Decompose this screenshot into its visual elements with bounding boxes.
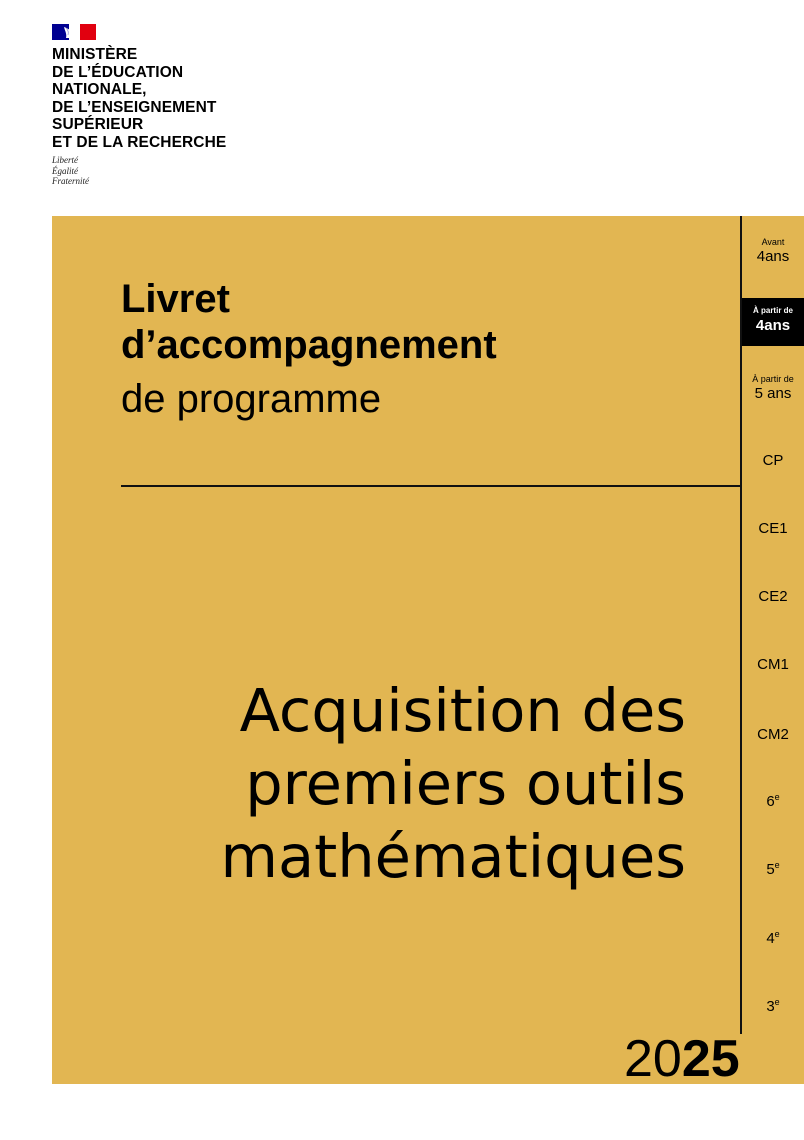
cover-panel — [52, 216, 804, 1088]
ministry-line: NATIONALE, — [52, 81, 147, 98]
level-5ans — [742, 373, 804, 403]
level-label — [742, 998, 804, 1016]
motto-line: Fraternité — [52, 176, 89, 186]
level-suffix: e — [774, 860, 780, 870]
level-suffix: e — [774, 929, 780, 939]
document-title — [86, 674, 686, 893]
title-line: Acquisition des — [239, 676, 686, 745]
level-scale — [742, 216, 804, 1034]
level-suffix: e — [774, 997, 780, 1007]
level-label — [742, 861, 804, 879]
motto-line: Liberté — [52, 155, 78, 165]
level-prefix: Avant — [761, 237, 785, 247]
booklet-kicker — [121, 276, 681, 368]
level-label: CM1 — [757, 656, 789, 673]
level-label: CM2 — [757, 726, 789, 743]
ministry-line: DE L’ENSEIGNEMENT — [52, 98, 217, 116]
ministry-name — [52, 46, 292, 151]
horizontal-divider — [121, 485, 740, 487]
title-line: mathématiques — [220, 822, 686, 891]
level-5e — [742, 861, 804, 879]
level-cm2 — [742, 726, 804, 744]
year-bold: 25 — [681, 1030, 740, 1088]
kicker-line-2: d’accompagnement — [121, 323, 497, 367]
level-label: 4ans — [756, 248, 790, 265]
level-label: 5 ans — [754, 385, 792, 402]
marianne-flag-icon — [52, 24, 96, 40]
year-light: 20 — [624, 1030, 682, 1088]
ministry-line: DE L’ÉDUCATION — [52, 63, 184, 81]
publication-year — [624, 1031, 740, 1087]
level-ce1 — [742, 520, 804, 538]
motto-line: Égalité — [52, 165, 78, 176]
level-label: CE1 — [758, 520, 788, 537]
level-6e — [742, 793, 804, 811]
level-number: 6 — [766, 793, 775, 810]
level-cm1 — [742, 656, 804, 674]
level-suffix: e — [774, 792, 780, 802]
ministry-line: SUPÉRIEUR — [52, 116, 144, 133]
level-3e — [742, 998, 804, 1016]
level-cp — [742, 452, 804, 470]
level-4ans-active — [742, 298, 804, 346]
level-ce2 — [742, 588, 804, 606]
level-prefix: À partir de — [752, 306, 793, 315]
title-line: premiers outils — [245, 749, 686, 818]
level-number: 5 — [766, 861, 775, 878]
level-label — [742, 793, 804, 811]
level-number: 4 — [766, 930, 775, 947]
level-label — [742, 930, 804, 948]
republic-motto — [52, 155, 89, 187]
level-prefix: À partir de — [752, 374, 794, 384]
ministry-line: MINISTÈRE — [52, 46, 138, 63]
kicker-line-1: Livret — [121, 277, 230, 321]
level-number: 3 — [766, 998, 775, 1015]
level-4e — [742, 930, 804, 948]
ministry-line: ET DE LA RECHERCHE — [52, 133, 227, 151]
level-label: CE2 — [758, 588, 788, 605]
level-avant-4ans — [742, 236, 804, 266]
level-label: CP — [762, 452, 784, 469]
level-label: 4ans — [755, 317, 791, 334]
kicker-line-3: de programme — [121, 377, 382, 421]
